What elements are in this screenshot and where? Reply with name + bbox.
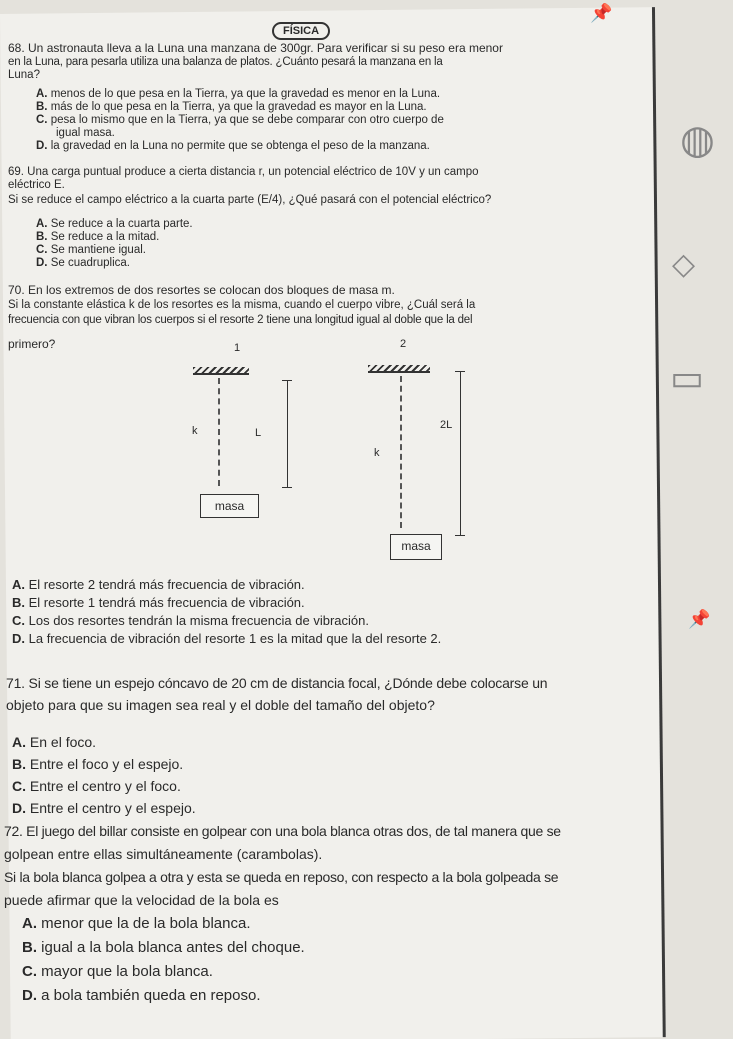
q72-stem-line: Si la bola blanca golpea a otra y esta se queda en reposo, con respecto a la bola golpeada se [4,869,559,885]
option-letter: C. [36,114,48,126]
q71-option-a: En el foco. [29,734,97,750]
option-letter: B. [22,939,37,956]
option-letter: C. [12,613,25,628]
q68-option-c: pesa lo mismo que en la Tierra, ya que se debe comparar con otro cuerpo de [50,114,444,126]
spring-constant-label: k [192,425,198,437]
mass-block: masa [200,494,259,518]
option-letter: A. [12,734,26,750]
q72-option-b: igual a la bola blanca antes del choque. [41,939,305,956]
q68-option-a: menos de lo que pesa en la Tierra, ya que la gravedad es menor en la Luna. [50,88,441,100]
spring-coil [400,376,420,528]
q69-stem-line: 69. Una carga puntual produce a cierta distancia r, un potencial eléctrico de 10V y un campo [8,166,479,178]
q68-stem-line: 68. Un astronauta lleva a la Luna una manzana de 300gr. Para verificar si su peso era menor [8,41,503,55]
pushpin-icon: 📌 [590,3,613,23]
q70-option-b: El resorte 1 tendrá más frecuencia de vibración. [28,595,305,610]
option-letter: C. [36,244,48,256]
q68-option-c-cont: igual masa. [56,127,115,139]
q70-stem-line: frecuencia con que vibran los cuerpos si el resorte 2 tiene una longitud igual al doble que la del [8,314,473,326]
length-arrow [287,380,288,487]
q71-option-d: Entre el centro y el espejo. [29,800,196,816]
option-letter: A. [36,88,48,100]
q69-option-a: Se reduce a la cuarta parte. [50,218,193,230]
q70-stem-line: primero? [8,337,56,351]
q71-option-c: Entre el centro y el foco. [29,778,181,794]
option-letter: D. [22,987,37,1004]
ceiling-support [368,365,430,373]
q72-option-a: menor que la de la bola blanca. [41,915,251,932]
option-letter: B. [36,101,48,113]
length-arrow [460,371,461,535]
option-letter: B. [12,756,26,772]
option-letter: D. [36,140,48,152]
q72-stem-line: puede afirmar que la velocidad de la bola es [4,892,279,908]
pushpin-icon: 📌 [688,609,711,629]
q70-stem-line: Si la constante elástica k de los resortes es la misma, cuando el cuerpo vibre, ¿Cuál será la [8,299,476,311]
q72-stem-line: golpean entre ellas simultáneamente (carambolas). [4,846,323,862]
q69-option-b: Se reduce a la mitad. [50,231,160,243]
q68-option-d: la gravedad en la Luna no permite que se obtenga el peso de la manzana. [50,140,430,152]
length-label: L [255,427,262,439]
spring-number: 2 [400,338,407,350]
option-letter: D. [12,800,26,816]
q69-option-c: Se mantiene igual. [50,244,146,256]
q70-stem-line: 70. En los extremos de dos resortes se colocan dos bloques de masa m. [8,283,395,297]
spring-constant-label: k [374,447,380,459]
ceiling-support [193,367,249,375]
option-letter: A. [22,915,37,932]
q68-stem-line: en la Luna, para pesarla utiliza una balanza de platos. ¿Cuánto pesará la manzana en la [8,56,443,68]
globe-doodle-icon: ◍ [680,118,715,162]
length-label: 2L [440,419,453,431]
spring-coil [218,378,238,486]
q69-stem-line: Si se reduce el campo eléctrico a la cuarta parte (E/4), ¿Qué pasará con el potencial eléctrico? [8,194,492,206]
q69-option-d: Se cuadruplica. [50,257,130,269]
mirror-doodle-icon: ▭ [670,357,705,398]
subject-badge: FÍSICA [272,22,330,40]
length-tick [455,535,465,536]
q68-option-b: más de lo que pesa en la Tierra, ya que la gravedad es mayor en la Luna. [50,101,427,113]
q70-option-c: Los dos resortes tendrán la misma frecuencia de vibración. [28,613,369,628]
option-letter: B. [12,595,25,610]
option-letter: D. [12,631,25,646]
sharpener-doodle-icon: ◇ [672,248,696,281]
q72-option-d: a bola también queda en reposo. [41,987,261,1004]
option-letter: A. [36,218,48,230]
option-letter: C. [12,778,26,794]
q71-stem-line: 71. Si se tiene un espejo cóncavo de 20 cm de distancia focal, ¿Dónde debe colocarse un [6,675,548,691]
q68-stem-line: Luna? [8,69,40,81]
option-letter: A. [12,577,25,592]
mass-block: masa [390,534,442,560]
q70-option-d: La frecuencia de vibración del resorte 1 es la mitad que la del resorte 2. [28,631,442,646]
q70-option-a: El resorte 2 tendrá más frecuencia de vibración. [28,577,305,592]
q72-option-c: mayor que la bola blanca. [41,963,213,980]
q71-stem-line: objeto para que su imagen sea real y el doble del tamaño del objeto? [6,697,435,713]
q71-option-b: Entre el foco y el espejo. [29,756,184,772]
q72-stem-line: 72. El juego del billar consiste en golpear con una bola blanca otras dos, de tal manera que se [4,823,561,839]
option-letter: C. [22,963,37,980]
option-letter: D. [36,257,48,269]
length-tick [282,487,292,488]
option-letter: B. [36,231,48,243]
spring-number: 1 [234,342,241,354]
q69-stem-line: eléctrico E. [8,179,65,191]
